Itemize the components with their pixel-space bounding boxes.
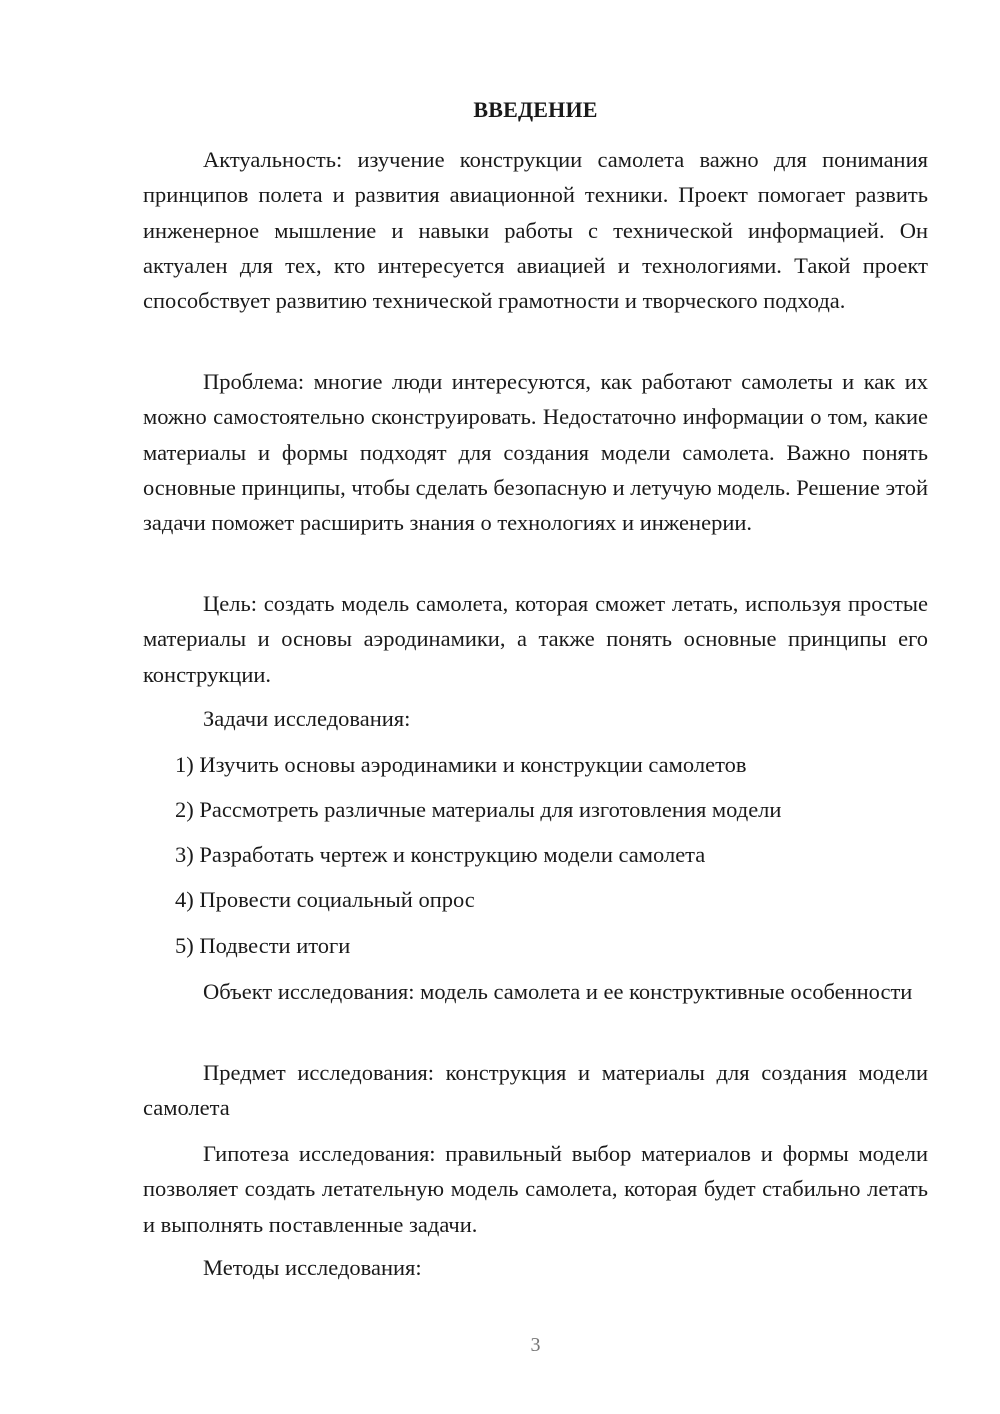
- task-item-2: 2) Рассмотреть различные материалы для изготовления модели: [175, 797, 782, 822]
- paragraph-hypothesis: Гипотеза исследования: правильный выбор материалов и формы модели позволяет создать летательную модель самолета, которая будет стабильно летать и выполнять поставленные задачи.: [143, 1141, 928, 1237]
- paragraph-subject: Предмет исследования: конструкция и материалы для создания модели самолета: [143, 1060, 928, 1121]
- paragraph-object: Объект исследования: модель самолета и ее конструктивные особенности: [203, 979, 913, 1004]
- methods-heading: Методы исследования:: [203, 1255, 422, 1280]
- task-item-3: 3) Разработать чертеж и конструкцию модели самолета: [175, 842, 706, 867]
- page-number: 3: [530, 1334, 541, 1356]
- task-item-4: 4) Провести социальный опрос: [175, 887, 475, 912]
- paragraph-goal: Цель: создать модель самолета, которая сможет летать, используя простые материалы и основы аэродинамики, а также понять основные принципы его конструкции.: [143, 591, 928, 687]
- task-item-1: 1) Изучить основы аэродинамики и конструкции самолетов: [175, 752, 747, 777]
- section-heading: ВВЕДЕНИЕ: [473, 97, 598, 122]
- paragraph-relevance: Актуальность: изучение конструкции самолета важно для понимания принципов полета и развития авиационной техники. Проект помогает развить инженерное мышление и навыки работы с технической информацией. Он актуален для тех, кто интересуется авиацией и технологиями. Такой проект способствует развитию технической грамотности и творческого подхода.: [143, 147, 928, 314]
- tasks-heading: Задачи исследования:: [203, 706, 411, 731]
- document-page: [143, 0, 928, 1414]
- paragraph-problem: Проблема: многие люди интересуются, как работают самолеты и как их можно самостоятельно сконструировать. Недостаточно информации о том, какие материалы и формы подходят для создания модели самолета. Важно понять основные принципы, чтобы сделать безопасную и летучую модель. Решение этой задачи поможет расширить знания о технологиях и инженерии.: [143, 369, 928, 536]
- task-item-5: 5) Подвести итоги: [175, 933, 351, 958]
